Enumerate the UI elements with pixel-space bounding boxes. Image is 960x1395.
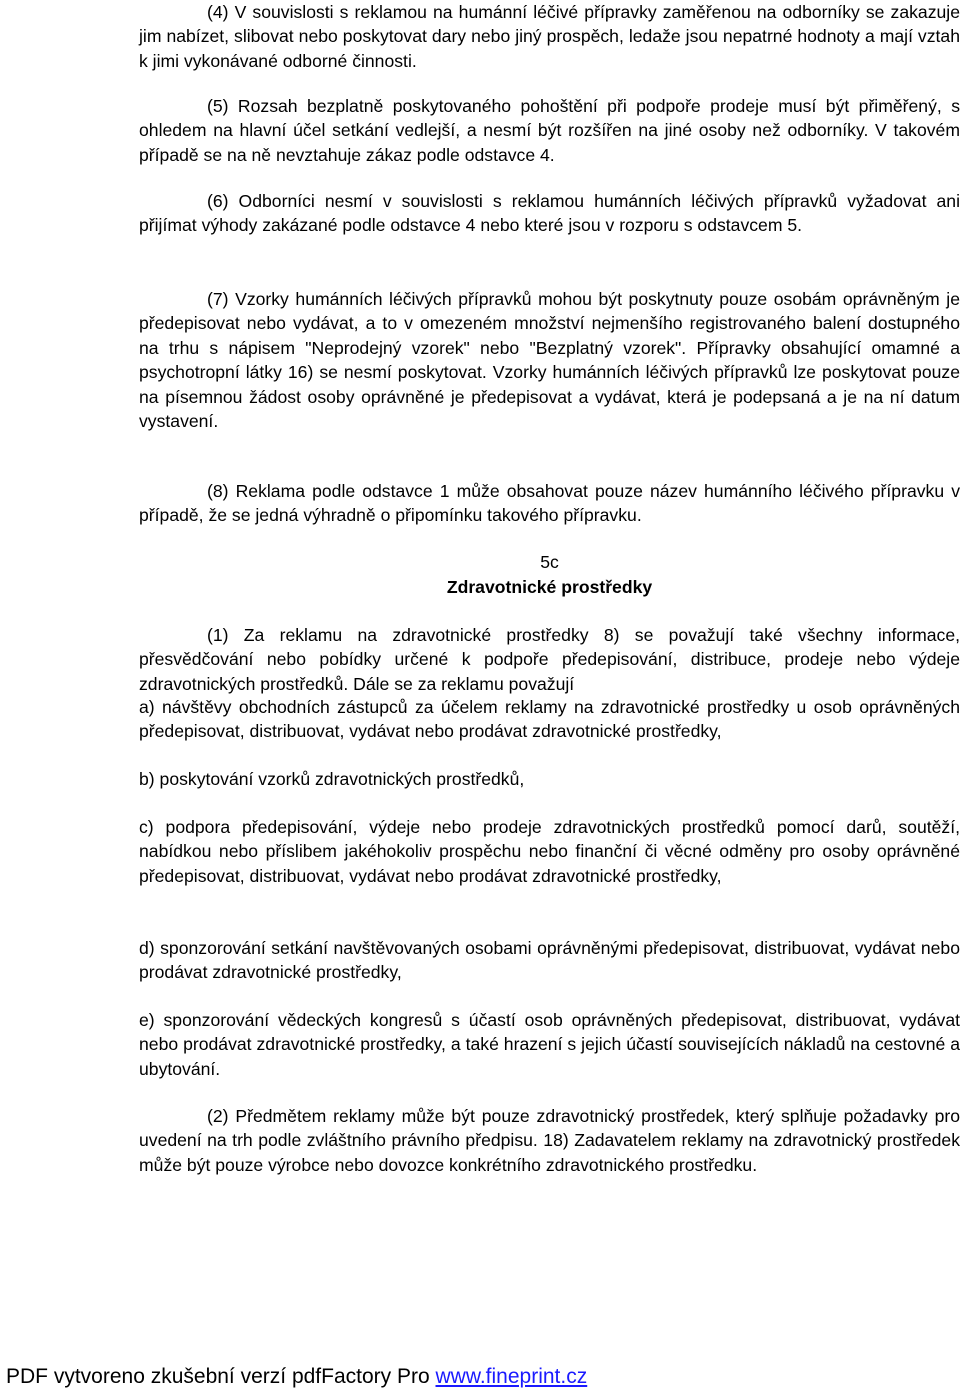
paragraph-5: (5) Rozsah bezplatně poskytovaného pohoštění při podpoře prodeje musí být přiměřený, s ohledem na hlavní účel setkání vedlejší, a nesmí být rozšířen na jiné osoby než odborníky. V takovém případě se na ně nevztahuje zákaz podle odstavce 4. bbox=[139, 96, 960, 165]
paragraph-8: (8) Reklama podle odstavce 1 může obsahovat pouze název humánního léčivého přípravku v případě, že se jedná výhradně o připomínku takového přípravku. bbox=[139, 481, 960, 526]
list-item-a: a) návštěvy obchodních zástupců za účelem reklamy na zdravotnické prostředky u osob oprávněných předepisovat, distribuovat, vydávat nebo prodávat zdravotnické prostředky, bbox=[139, 697, 960, 742]
paragraph-6: (6) Odborníci nesmí v souvislosti s reklamou humánních léčivých přípravků vyžadovat ani přijímat výhody zakázané podle odstavce 4 nebo které jsou v rozporu s odstavcem 5. bbox=[139, 191, 960, 236]
section-paragraph-2: (2) Předmětem reklamy může být pouze zdravotnický prostředek, který splňuje požadavky pro uvedení na trh podle zvláštního právního předpisu. 18) Zadavatelem reklamy na zdravotnický prostředek může být pouze výrobce nebo dovozce konkrétního zdravotnického prostředku. bbox=[139, 1106, 960, 1175]
paragraph-7: (7) Vzorky humánních léčivých přípravků mohou být poskytnuty pouze osobám oprávněným je předepisovat nebo vydávat, a to v omezeném množství nejmenšího registrovaného balení dostupného na trhu s nápisem "Neprodejný vzorek" nebo "Bezplatný vzorek". Přípravky obsahující omamné a psychotropní látky 16) se nesmí poskytovat. Vzorky humánních léčivých přípravků lze poskytovat pouze na písemnou žádost osoby oprávněné je předepisovat a vydávat, která je podepsaná a je na ní datum vystavení. bbox=[139, 289, 960, 432]
section-number: 5c bbox=[540, 552, 559, 572]
pdf-footer bbox=[6, 1364, 587, 1390]
section-paragraph-1: (1) Za reklamu na zdravotnické prostředky 8) se považují také všechny informace, přesvědčování nebo pobídky určené k podpoře předepisování, distribuce, prodeje nebo výdeje zdravotnických prostředků. Dále se za reklamu považují bbox=[139, 625, 960, 694]
list-item-d: d) sponzorování setkání navštěvovaných osobami oprávněnými předepisovat, distribuovat, vydávat nebo prodávat zdravotnické prostředky, bbox=[139, 938, 960, 983]
list-item-b: b) poskytování vzorků zdravotnických prostředků, bbox=[139, 769, 525, 789]
footer-link[interactable]: www.fineprint.cz bbox=[435, 1365, 588, 1388]
paragraph-4: (4) V souvislosti s reklamou na humánní léčivé přípravky zaměřenou na odborníky se zakazuje jim nabízet, slibovat nebo poskytovat dary nebo jiný prospěch, ledaže jsou nepatrné hodnoty a mají vztah k jimi vykonávané odborné činnosti. bbox=[139, 2, 960, 71]
section-title: Zdravotnické prostředky bbox=[446, 577, 653, 597]
footer-text: PDF vytvoreno zkušební verzí pdfFactory Pro bbox=[6, 1365, 436, 1388]
list-item-c: c) podpora předepisování, výdeje nebo prodeje zdravotnických prostředků pomocí darů, soutěží, nabídkou nebo příslibem jakéhokoliv prospěchu nebo finanční či věcné odměny pro osoby oprávněné předepisovat, distribuovat, vydávat nebo prodávat zdravotnické prostředky, bbox=[139, 817, 960, 886]
list-item-e: e) sponzorování vědeckých kongresů s účastí osob oprávněných předepisovat, distribuovat, vydávat nebo prodávat zdravotnické prostředky, a také hrazení s jejich účastí souvisejících nákladů na cestovné a ubytování. bbox=[139, 1010, 960, 1079]
